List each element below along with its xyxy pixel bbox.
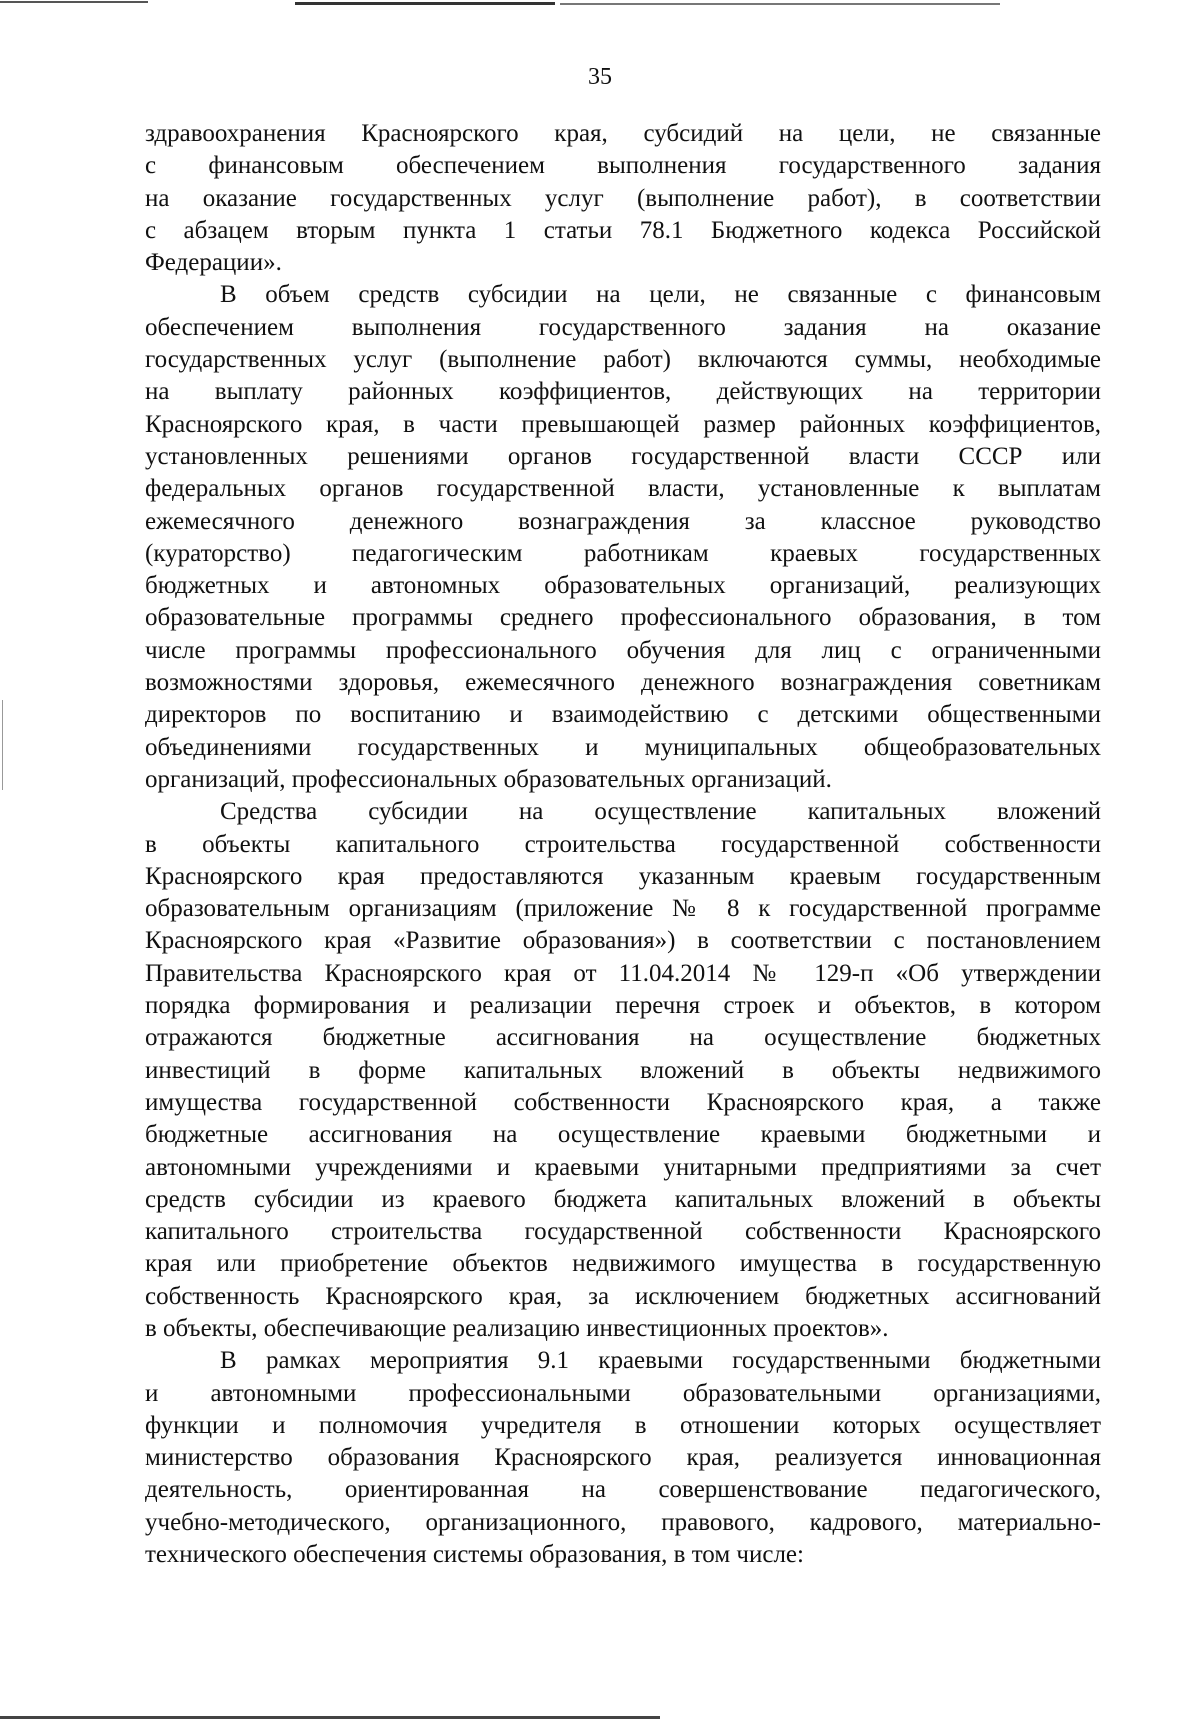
text-line: возможностями здоровья, ежемесячного денежного вознаграждения советникам — [145, 669, 1101, 697]
page-number: 35 — [588, 64, 612, 90]
text-line: в объекты, обеспечивающие реализацию инвестиционных проектов». — [145, 1314, 889, 1342]
paragraph — [145, 1345, 1101, 1571]
text-line: объединениями государственных и муниципальных общеобразовательных — [145, 733, 1101, 761]
text-line: средств субсидии из краевого бюджета капитальных вложений в объекты — [145, 1185, 1101, 1213]
paragraph — [145, 279, 1101, 796]
text-line: числе программы профессионального обучения для лиц с ограниченными — [145, 636, 1101, 664]
document-body — [145, 118, 1101, 1571]
text-line: директоров по воспитанию и взаимодействию с детскими общественными — [145, 701, 1101, 729]
text-line: с абзацем вторым пункта 1 статьи 78.1 Бюджетного кодекса Российской — [145, 216, 1101, 244]
scan-edge-line — [295, 2, 555, 5]
text-line: Красноярского края «Развитие образования») в соответствии с постановлением — [145, 927, 1101, 955]
scan-edge-line — [0, 1, 148, 3]
text-line: инвестиций в форме капитальных вложений в объекты недвижимого — [145, 1056, 1101, 1084]
text-line: с финансовым обеспечением выполнения государственного задания — [145, 152, 1101, 180]
text-line: порядка формирования и реализации перечня строек и объектов, в котором — [145, 992, 1101, 1020]
text-line: Красноярского края, в части превышающей размер районных коэффициентов, — [145, 410, 1101, 438]
text-line: Средства субсидии на осуществление капитальных вложений — [220, 798, 1101, 826]
text-line: технического обеспечения системы образования, в том числе: — [145, 1541, 804, 1569]
text-line: министерство образования Красноярского края, реализуется инновационная — [145, 1444, 1101, 1472]
text-line: федеральных органов государственной власти, установленные к выплатам — [145, 475, 1101, 503]
text-line: бюджетные ассигнования на осуществление краевыми бюджетными и — [145, 1121, 1101, 1149]
text-line: капитального строительства государственной собственности Красноярского — [145, 1218, 1101, 1246]
text-line: обеспечением выполнения государственного задания на оказание — [145, 313, 1101, 341]
text-line: собственность Красноярского края, за исключением бюджетных ассигнований — [145, 1282, 1101, 1310]
text-line: ежемесячного денежного вознаграждения за классное руководство — [145, 507, 1101, 535]
text-line: учебно-методического, организационного, правового, кадрового, материально- — [145, 1508, 1101, 1536]
text-line: (кураторство) педагогическим работникам краевых государственных — [145, 539, 1101, 567]
text-line: установленных решениями органов государственной власти СССР или — [145, 442, 1101, 470]
text-line: имущества государственной собственности Красноярского края, а также — [145, 1088, 1101, 1116]
text-line: бюджетных и автономных образовательных организаций, реализующих — [145, 572, 1101, 600]
text-line: в объекты капитального строительства государственной собственности — [145, 830, 1101, 858]
text-line: функции и полномочия учредителя в отношении которых осуществляет — [145, 1411, 1101, 1439]
text-line: автономными учреждениями и краевыми унитарными предприятиями за счет — [145, 1153, 1101, 1181]
text-line: Правительства Красноярского края от 11.04.2014 № 129-п «Об утверждении — [145, 959, 1101, 987]
text-line: деятельность, ориентированная на совершенствование педагогического, — [145, 1476, 1101, 1504]
text-line: организаций, профессиональных образовательных организаций. — [145, 765, 832, 793]
text-line: Федерации». — [145, 249, 282, 277]
text-line: образовательным организациям (приложение № 8 к государственной программе — [145, 895, 1101, 923]
paragraph — [145, 118, 1101, 279]
text-line: на оказание государственных услуг (выполнение работ), в соответствии — [145, 184, 1101, 212]
text-line: здравоохранения Красноярского края, субсидий на цели, не связанные — [145, 120, 1101, 147]
scan-edge-line — [560, 3, 1000, 5]
text-line: отражаются бюджетные ассигнования на осуществление бюджетных — [145, 1024, 1101, 1052]
paragraph — [145, 796, 1101, 1345]
text-line: Красноярского края предоставляются указанным краевым государственным — [145, 862, 1101, 890]
text-line: государственных услуг (выполнение работ) включаются суммы, необходимые — [145, 346, 1101, 374]
scan-margin-mark — [2, 700, 3, 790]
text-line: образовательные программы среднего профессионального образования, в том — [145, 604, 1101, 632]
text-line: на выплату районных коэффициентов, действующих на территории — [145, 378, 1101, 406]
text-line: края или приобретение объектов недвижимого имущества в государственную — [145, 1250, 1101, 1278]
text-line: В рамках мероприятия 9.1 краевыми государственными бюджетными — [220, 1347, 1101, 1375]
scan-edge-line — [0, 1716, 660, 1719]
text-line: В объем средств субсидии на цели, не связанные с финансовым — [220, 281, 1101, 309]
text-line: и автономными профессиональными образовательными организациями, — [145, 1379, 1101, 1407]
